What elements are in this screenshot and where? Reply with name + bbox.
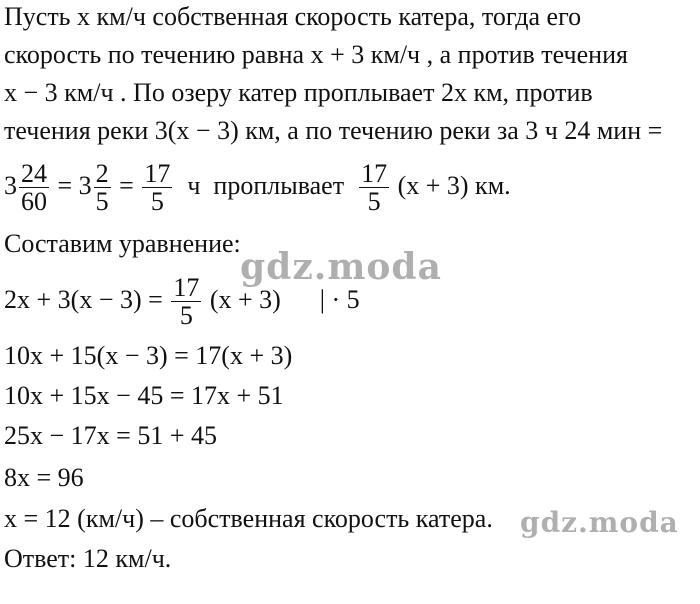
- text-line-8: 10x + 15(x − 3) = 17(x + 3): [4, 341, 293, 370]
- text-line-9: 10x + 15x − 45 = 17x + 51: [4, 381, 284, 410]
- fraction-numerator: 17: [144, 159, 171, 188]
- section-heading: Составим уравнение:: [4, 229, 241, 258]
- fraction-line: [4, 160, 511, 216]
- text-line-2: скорость по течению равна x + 3 км/ч , а против течения: [4, 40, 628, 69]
- fraction-denominator: 5: [95, 187, 109, 217]
- fraction-numerator: 17: [361, 159, 388, 188]
- fraction-2-5: [94, 160, 111, 216]
- fraction-numerator: 2: [95, 159, 109, 188]
- equals-mixed: = 3: [57, 170, 92, 200]
- fraction-denominator: 5: [367, 187, 381, 217]
- fraction-17-5: [142, 160, 172, 216]
- fraction-denominator: 5: [179, 301, 193, 331]
- equation-right: (x + 3) | · 5: [209, 284, 360, 314]
- equation-left: 2x + 3(x − 3) =: [4, 284, 163, 314]
- watermark: gdz.moda: [240, 246, 442, 288]
- fraction-numerator: 24: [21, 159, 47, 188]
- text-line-10: 25x − 17x = 51 + 45: [4, 421, 217, 450]
- equals-sign: =: [119, 170, 134, 200]
- fraction-denominator: 60: [21, 187, 47, 217]
- text-segment: (x + 3) км.: [397, 170, 511, 200]
- text-segment: ч проплывает: [180, 170, 351, 200]
- text-line-1: Пусть x км/ч собственная скорость катера, тогда его: [4, 2, 582, 31]
- equation-fraction: [171, 274, 201, 330]
- answer-line: Ответ: 12 км/ч.: [4, 544, 172, 573]
- fraction-24-60: [19, 160, 49, 216]
- watermark: gdz.moda: [520, 506, 679, 539]
- fraction-17-5-second: [359, 160, 389, 216]
- text-line-4: течения реки 3(x − 3) км, а по течению реки за 3 ч 24 мин =: [4, 116, 663, 145]
- fraction-numerator: 17: [173, 273, 200, 302]
- fraction-denominator: 5: [150, 187, 164, 217]
- whole-part: 3: [4, 170, 17, 200]
- text-line-3: x − 3 км/ч . По озеру катер проплывает 2x км, против: [4, 78, 593, 107]
- text-line-12: x = 12 (км/ч) – собственная скорость катера.: [4, 504, 493, 533]
- text-line-11: 8x = 96: [4, 463, 84, 492]
